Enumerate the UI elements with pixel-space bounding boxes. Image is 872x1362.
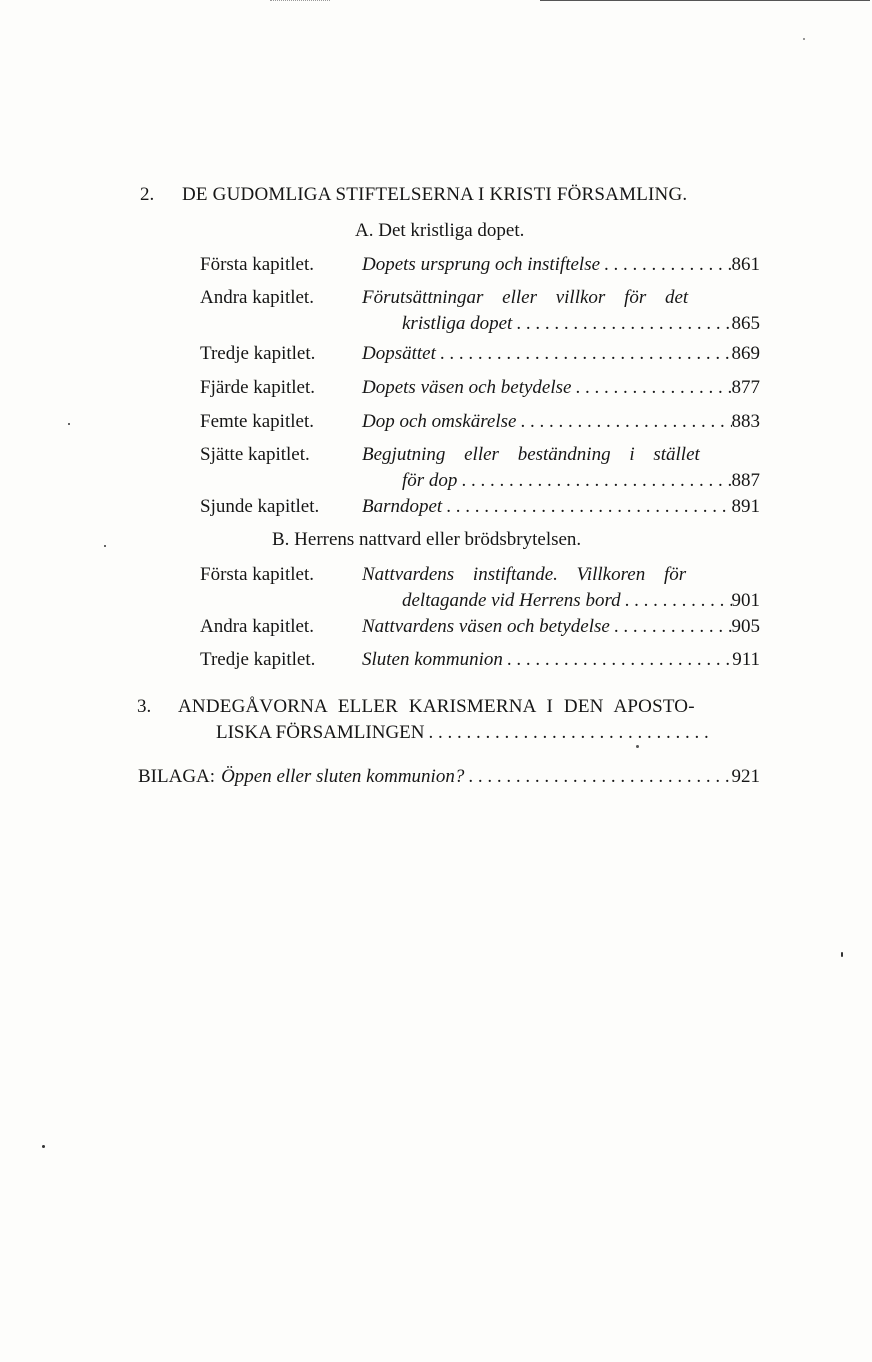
chapter-title-row	[362, 648, 760, 672]
page-number: 921	[731, 766, 760, 787]
page-number: 905	[731, 616, 760, 637]
page-number: 869	[731, 343, 760, 364]
page-number: 883	[731, 411, 760, 432]
leader-dots	[503, 648, 732, 672]
leader-dots	[512, 312, 731, 336]
scan-speck	[68, 423, 70, 425]
chapter-title-line2: deltagande vid Herrens bord	[402, 590, 621, 611]
part-number: 2.	[140, 184, 155, 205]
chapter-title-row	[362, 253, 760, 277]
page-number: 861	[731, 254, 760, 275]
leader-dots	[610, 615, 732, 639]
chapter-title: Barndopet	[362, 496, 443, 517]
part-number: 3.	[137, 696, 152, 717]
leader-dots	[436, 342, 732, 366]
chapter-title-line2: kristliga dopet	[402, 313, 513, 334]
page-number: 911	[732, 649, 760, 670]
leader-dots	[516, 410, 731, 434]
chapter-title: Dop och omskärelse	[362, 411, 517, 432]
top-rule-faint	[270, 0, 330, 1]
chapter-title: Dopsättet	[362, 343, 436, 364]
scan-speck	[803, 38, 805, 40]
chapter-title-row	[362, 495, 760, 519]
chapter-label: Andra kapitlet.	[200, 287, 314, 308]
chapter-label: Tredje kapitlet.	[200, 649, 316, 670]
chapter-title: Sluten kommunion	[362, 649, 503, 670]
chapter-label: Femte kapitlet.	[200, 411, 314, 432]
chapter-title-line1	[362, 286, 688, 310]
chapter-label: Andra kapitlet.	[200, 616, 314, 637]
appendix-title: Öppen eller sluten kommunion?	[221, 766, 465, 787]
part-title-line2: LISKA FÖRSAMLINGEN	[216, 722, 425, 743]
chapter-title-line1	[362, 443, 700, 467]
part-title: DE GUDOMLIGA STIFTELSERNA I KRISTI FÖRSAMLING.	[182, 184, 688, 205]
part-title-row	[216, 721, 708, 745]
chapter-label: Fjärde kapitlet.	[200, 377, 316, 398]
leader-dots	[442, 495, 731, 519]
chapter-title-row	[402, 312, 760, 336]
leader-dots	[621, 589, 732, 613]
chapter-title-row	[362, 376, 760, 400]
chapter-label: Sjätte kapitlet.	[200, 444, 310, 465]
page-number: 891	[731, 496, 760, 517]
chapter-title: Dopets väsen och betydelse	[362, 377, 572, 398]
leader-dots	[571, 376, 731, 400]
top-rule	[540, 0, 870, 1]
appendix-row	[138, 765, 760, 789]
leader-dots	[600, 253, 731, 277]
chapter-title-row	[402, 469, 760, 493]
leader-dots	[464, 765, 731, 789]
section-b-heading: B. Herrens nattvard eller brödsbrytelsen.	[272, 529, 582, 550]
chapter-title-line2: för dop	[402, 470, 458, 491]
chapter-title-line1	[362, 563, 686, 587]
scan-speck	[104, 545, 106, 547]
leader-dots	[425, 721, 709, 745]
appendix-label: BILAGA:	[138, 766, 216, 787]
chapter-title: Begjutning eller beständning i stället	[362, 444, 700, 465]
chapter-label: Tredje kapitlet.	[200, 343, 316, 364]
chapter-title: Dopets ursprung och instiftelse	[362, 254, 601, 275]
part-title-line1: ANDEGÅVORNA ELLER KARISMERNA I DEN APOSTO-	[178, 696, 695, 717]
scan-speck	[636, 745, 639, 748]
scan-speck	[841, 952, 843, 957]
chapter-title: Förutsättningar eller villkor för det	[362, 287, 689, 308]
page-number: 877	[731, 377, 760, 398]
chapter-label: Sjunde kapitlet.	[200, 496, 320, 517]
chapter-title-row	[362, 342, 760, 366]
chapter-title-row	[362, 410, 760, 434]
page-number: 887	[731, 470, 760, 491]
chapter-title: Nattvardens instiftande. Villkoren för	[362, 564, 687, 585]
chapter-label: Första kapitlet.	[200, 254, 314, 275]
chapter-label: Första kapitlet.	[200, 564, 314, 585]
scan-speck	[42, 1145, 45, 1148]
section-a-heading: A. Det kristliga dopet.	[355, 220, 525, 241]
page-number: 901	[731, 590, 760, 611]
leader-dots	[457, 469, 731, 493]
chapter-title: Nattvardens väsen och betydelse	[362, 616, 610, 637]
page-number: 865	[731, 313, 760, 334]
chapter-title-row	[362, 615, 760, 639]
chapter-title-row	[402, 589, 760, 613]
